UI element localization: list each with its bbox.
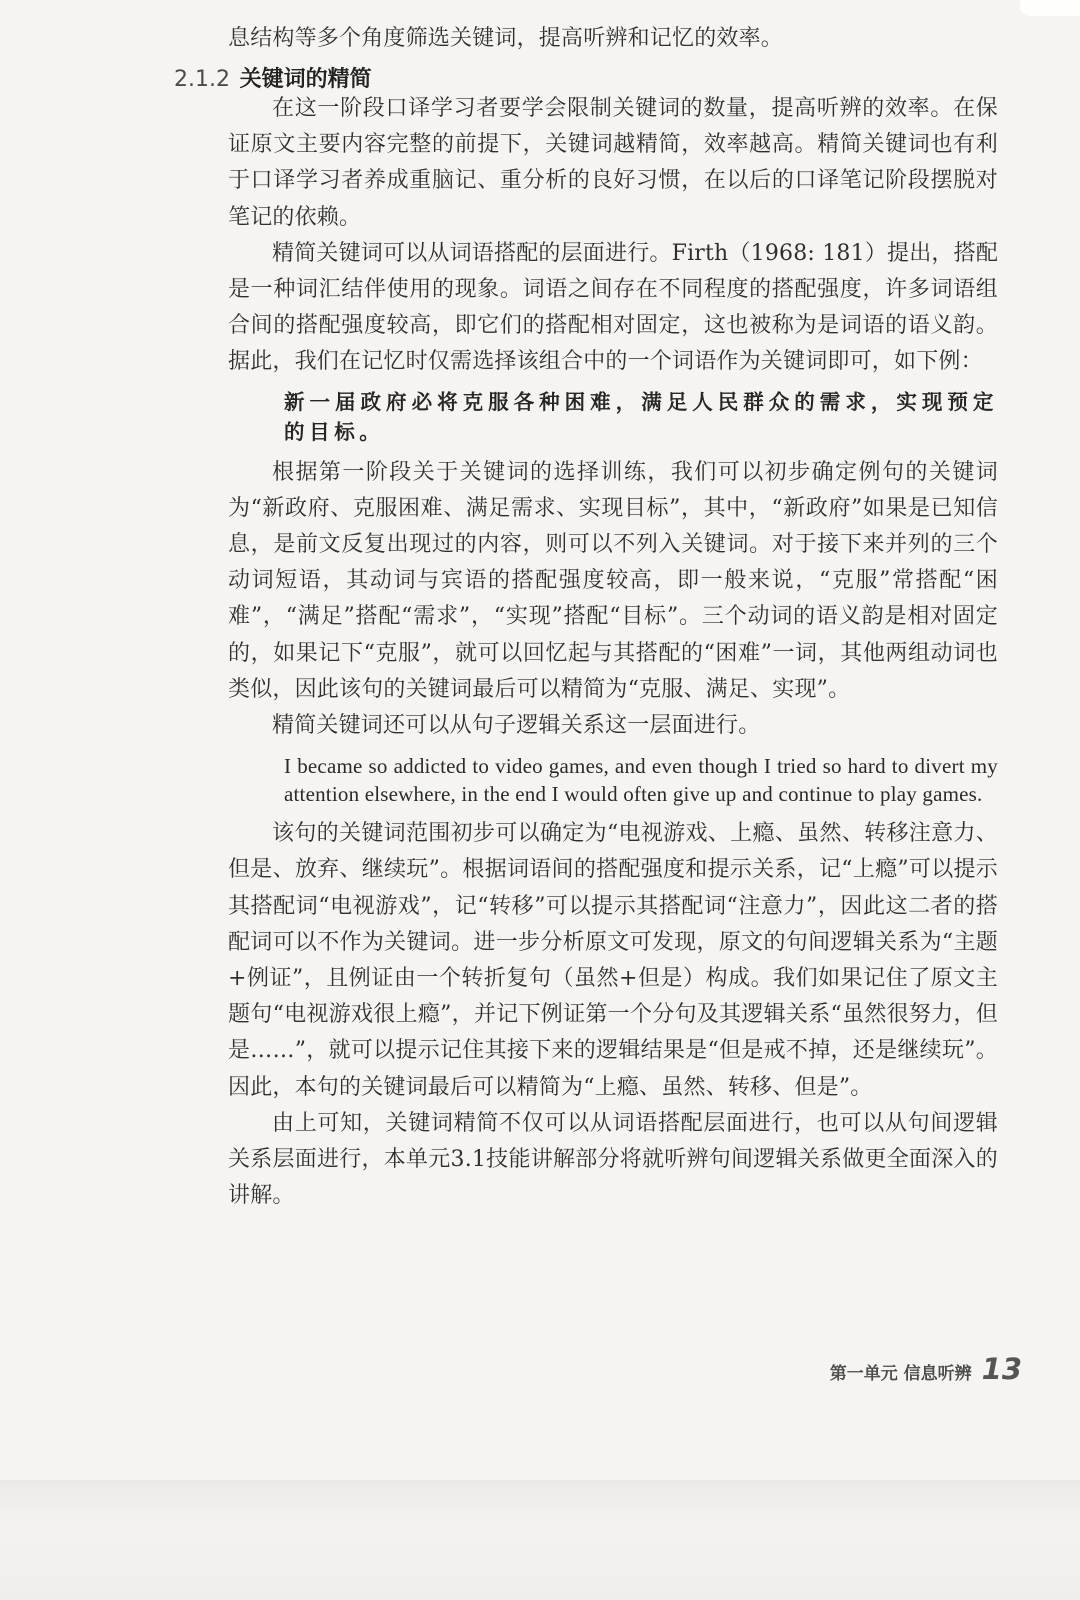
section-number: 2.1.2 xyxy=(174,67,230,92)
paragraph-5: 该句的关键词范围初步可以确定为“电视游戏、上瘾、虽然、转移注意力、但是、放弃、继续玩”。根据词语间的搭配强度和提示关系，记“上瘾”可以提示其搭配词“电视游戏”，记“转移”可以提示其搭配词“注意力”，因此这二者的搭配词可以不作为关键词。进一步分析原文可发现，原文的句间逻辑关系为“主题+例证”，且例证由一个转折复句（虽然+但是）构成。我们如果记住了原文主题句“电视游戏很上瘾”，并记下例证第一个分句及其逻辑关系“虽然很努力，但是……”，就可以提示记住其接下来的逻辑结果是“但是戒不掉，还是继续玩”。因此，本句的关键词最后可以精简为“上瘾、虽然、转移、但是”。 xyxy=(228,821,998,1100)
page-bottom-margin xyxy=(0,1480,1080,1600)
corner-highlight xyxy=(1020,0,1080,16)
main-text xyxy=(228,91,998,1214)
paragraph-2: 精简关键词可以从词语搭配的层面进行。Firth（1968: 181）提出，搭配是一种词汇结伴使用的现象。词语之间存在不同程度的搭配强度，许多词语组合间的搭配强度较高，即它们的搭配相对固定，这也被称为是词语的语义韵。据此，我们在记忆时仅需选择该组合中的一个词语作为关键词即可，如下例： xyxy=(228,240,999,375)
section-title: 关键词的精简 xyxy=(239,67,372,92)
page-number: 13 xyxy=(981,1352,1022,1386)
intro-line: 息结构等多个角度筛选关键词，提高听辨和记忆的效率。 xyxy=(228,26,784,51)
paragraph-1: 在这一阶段口译学习者要学会限制关键词的数量，提高听辨的效率。在保证原文主要内容完整的前提下，关键词越精简，效率越高。精简关键词也有利于口译学习者养成重脑记、重分析的良好习惯，在以后的口译笔记阶段摆脱对笔记的依赖。 xyxy=(228,96,998,230)
paragraph-3: 根据第一阶段关于关键词的选择训练，我们可以初步确定例句的关键词为“新政府、克服困难、满足需求、实现目标”，其中，“新政府”如果是已知信息，是前文反复出现过的内容，则可以不列入关键词。对于接下来并列的三个动词短语，其动词与宾语的搭配强度较高，即一般来说，“克服”常搭配“困难”，“满足”搭配“需求”，“实现”搭配“目标”。三个动词的语义韵是相对固定的，如果记下“克服”，就可以回忆起与其搭配的“困难”一词，其他两组动词也类似，因此该句的关键词最后可以精简为“克服、满足、实现”。 xyxy=(228,459,998,702)
intro-block xyxy=(228,21,998,57)
page-footer xyxy=(830,1352,1022,1386)
example-sentence-chinese: 新一届政府必将克服各种困难，满足人民群众的需求，实现预定的目标。 xyxy=(284,389,998,444)
example-sentence-english: I became so addicted to video games, and even though I tried so hard to divert my attention elsewhere, in the end I would often give up and continue to play games. xyxy=(284,754,998,807)
unit-title: 第一单元 信息听辨 xyxy=(829,1364,972,1384)
paragraph-4: 精简关键词还可以从句子逻辑关系这一层面进行。 xyxy=(272,713,761,739)
paragraph-6: 由上可知，关键词精简不仅可以从词语搭配层面进行，也可以从句间逻辑关系层面进行，本单元3.1技能讲解部分将就听辨句间逻辑关系做更全面深入的讲解。 xyxy=(228,1110,998,1209)
